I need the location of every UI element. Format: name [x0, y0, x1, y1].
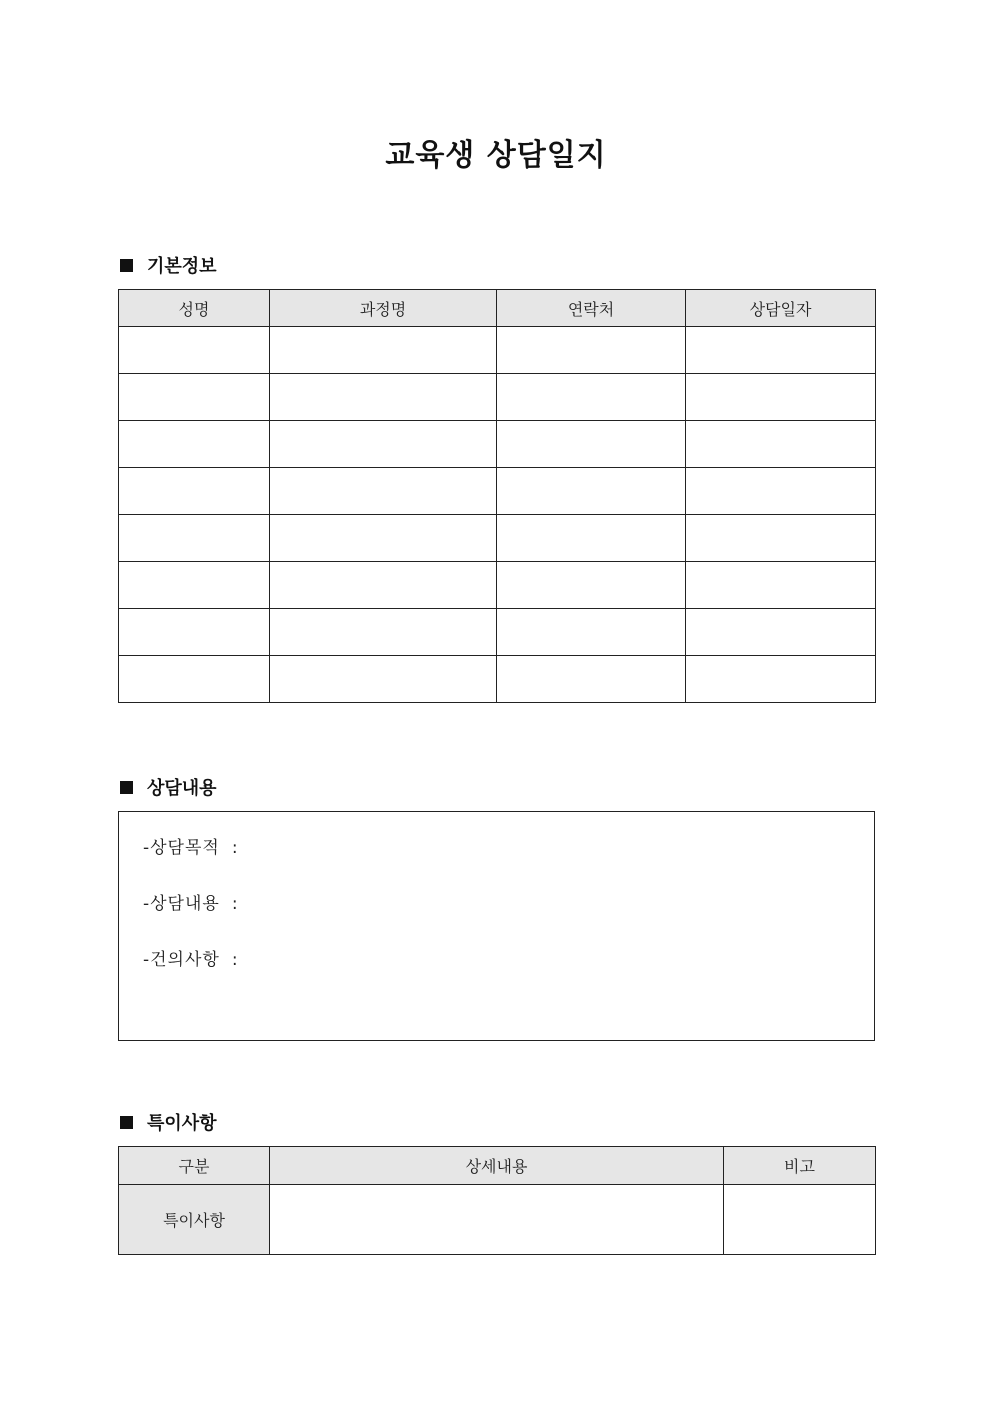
table-cell[interactable]	[686, 609, 876, 656]
consultation-purpose-label: -상담목적	[143, 838, 220, 858]
special-notes-table	[118, 1146, 876, 1255]
consultation-content-line	[143, 889, 239, 914]
section-heading-label: 기본정보	[147, 256, 217, 277]
square-bullet-icon	[120, 259, 133, 272]
colon-separator: :	[231, 838, 239, 858]
table-cell[interactable]	[119, 562, 270, 609]
table-cell[interactable]	[497, 515, 686, 562]
square-bullet-icon	[120, 1116, 133, 1129]
table-cell[interactable]	[686, 327, 876, 374]
table-cell[interactable]	[686, 468, 876, 515]
table-cell[interactable]	[270, 562, 497, 609]
consultation-suggestion-line	[143, 945, 239, 970]
column-header-name: 성명	[119, 290, 270, 327]
table-cell[interactable]	[724, 1185, 876, 1255]
table-cell[interactable]	[686, 421, 876, 468]
column-header-date: 상담일자	[686, 290, 876, 327]
table-row	[119, 468, 876, 515]
table-cell[interactable]	[270, 327, 497, 374]
table-header-row	[119, 290, 876, 327]
table-cell[interactable]	[119, 468, 270, 515]
table-cell[interactable]	[686, 515, 876, 562]
table-cell[interactable]	[119, 327, 270, 374]
row-label-special-notes: 특이사항	[119, 1185, 270, 1255]
table-cell[interactable]	[497, 374, 686, 421]
section-heading-label: 상담내용	[147, 778, 217, 799]
column-header-details: 상세내용	[270, 1147, 724, 1185]
consultation-content-label: -상담내용	[143, 894, 220, 914]
column-header-course: 과정명	[270, 290, 497, 327]
table-cell[interactable]	[119, 609, 270, 656]
consultation-content-box[interactable]	[118, 811, 875, 1041]
table-cell[interactable]	[686, 656, 876, 703]
table-row	[119, 327, 876, 374]
table-row	[119, 1185, 876, 1255]
table-row	[119, 609, 876, 656]
table-cell[interactable]	[270, 421, 497, 468]
table-cell[interactable]	[119, 515, 270, 562]
section-heading-basic-info	[118, 252, 217, 278]
page-title: 교육생 상담일지	[385, 138, 607, 173]
table-cell[interactable]	[686, 374, 876, 421]
table-cell[interactable]	[497, 609, 686, 656]
table-cell[interactable]	[270, 468, 497, 515]
consultation-purpose-line	[143, 833, 239, 858]
table-cell[interactable]	[119, 656, 270, 703]
table-cell[interactable]	[497, 656, 686, 703]
square-bullet-icon	[120, 781, 133, 794]
table-cell[interactable]	[686, 562, 876, 609]
table-row	[119, 374, 876, 421]
table-cell[interactable]	[119, 374, 270, 421]
table-cell[interactable]	[270, 609, 497, 656]
section-heading-consultation	[118, 774, 217, 800]
column-header-contact: 연락처	[497, 290, 686, 327]
table-cell[interactable]	[270, 1185, 724, 1255]
table-cell[interactable]	[497, 468, 686, 515]
table-row	[119, 515, 876, 562]
table-cell[interactable]	[497, 327, 686, 374]
section-heading-special-notes	[118, 1109, 217, 1135]
table-row	[119, 562, 876, 609]
table-row	[119, 421, 876, 468]
table-header-row	[119, 1147, 876, 1185]
column-header-remarks: 비고	[724, 1147, 876, 1185]
colon-separator: :	[231, 950, 239, 970]
table-row	[119, 656, 876, 703]
section-heading-label: 특이사항	[147, 1113, 217, 1134]
table-cell[interactable]	[270, 656, 497, 703]
table-cell[interactable]	[497, 421, 686, 468]
table-cell[interactable]	[497, 562, 686, 609]
consultation-suggestion-label: -건의사항	[143, 950, 220, 970]
basic-info-table	[118, 289, 876, 703]
table-cell[interactable]	[270, 374, 497, 421]
colon-separator: :	[231, 894, 239, 914]
column-header-category: 구분	[119, 1147, 270, 1185]
table-cell[interactable]	[119, 421, 270, 468]
table-cell[interactable]	[270, 515, 497, 562]
